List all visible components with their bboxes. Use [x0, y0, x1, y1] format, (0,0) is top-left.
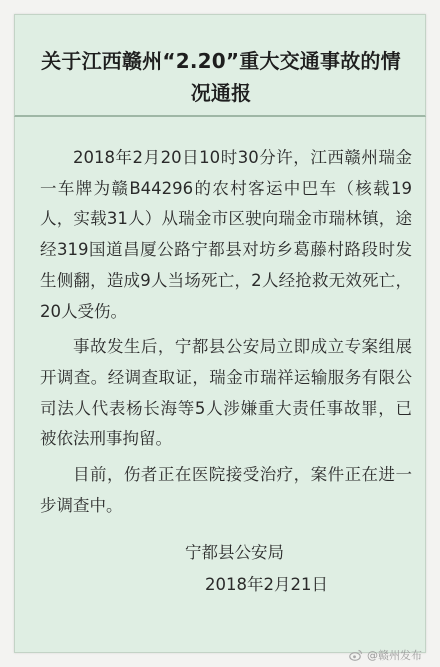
weibo-icon	[349, 648, 363, 662]
watermark-text: @赣州发布	[367, 649, 422, 662]
paragraph-1: 2018年2月20日10时30分许，江西赣州瑞金一车牌为赣B44296的农村客运中巴车（核载19人，实载31人）从瑞金市区驶向瑞金市瑞林镇，途经319国道昌厦公路宁都县对坊乡葛藤村路段时发生侧翻，造成9人当场死亡，2人经抢救无效死亡，20人受伤。	[40, 148, 412, 321]
issue-date: 2018年2月21日	[205, 575, 328, 594]
notice-body	[40, 143, 412, 526]
title-box	[14, 14, 426, 117]
paragraph-3: 目前，伤者正在医院接受治疗，案件正在进一步调查中。	[40, 465, 412, 515]
notice-title: 关于江西赣州“2.20”重大交通事故的情况通报	[41, 49, 401, 105]
watermark	[349, 647, 422, 663]
issuing-organization: 宁都县公安局	[185, 543, 284, 562]
paragraph-2: 事故发生后，宁都县公安局立即成立专案组展开调查。经调查取证，瑞金市瑞祥运输服务有限公司法人代表杨长海等5人涉嫌重大责任事故罪，已被依法刑事拘留。	[40, 337, 412, 449]
